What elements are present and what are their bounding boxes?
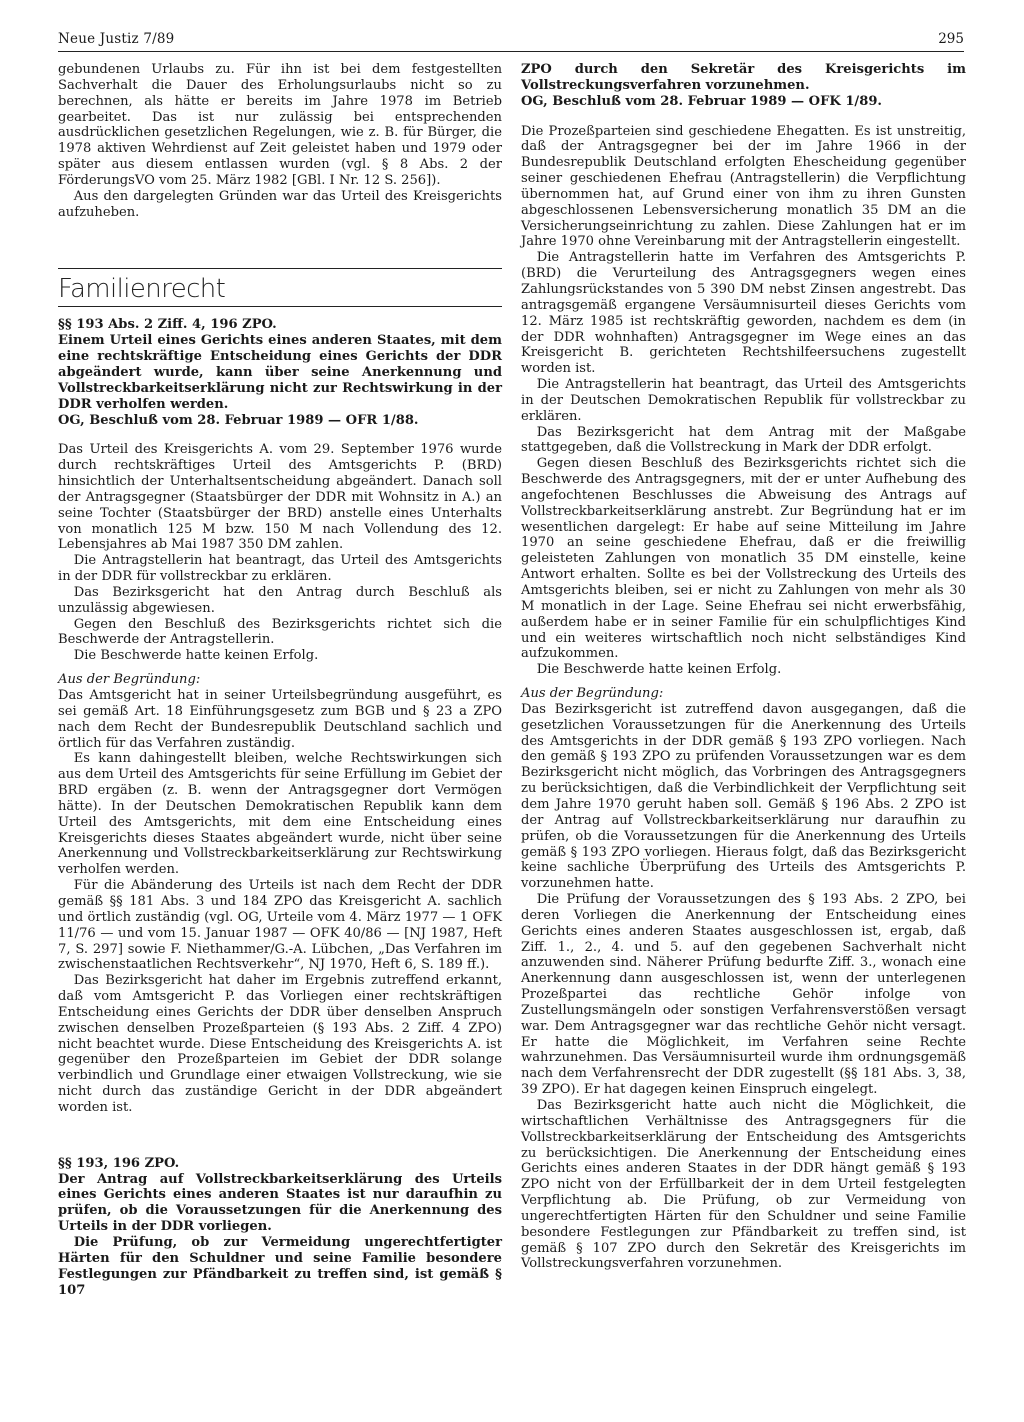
case-headnote: ZPO durch den Sekretär des Kreisgerichts im Vollstreckungsverfahren vorzunehmen.: [521, 62, 966, 93]
page-header: [58, 31, 964, 53]
case-citation: OG, Beschluß vom 28. Februar 1989 — OFK 1/89.: [521, 93, 882, 109]
page-number: 295: [938, 31, 964, 47]
paragraph: Die Prozeßparteien sind geschiedene Ehegatten. Es ist unstreitig, daß der Antragsgegner bei der im Jahre 1966 in der Bundesrepublik Deutschland erfolgten Ehescheidung gegenüber seiner geschiedenen Ehefrau (Antragstellerin) die Verpflichtung übernommen hat, auf Grund einer von ihm zu ihren Gunsten abgeschlossenen Lebensversicherung monatlich 35 DM an die Versicherungseinrichtung zu zahlen. Diese Zahlungen hat er im Jahre 1970 ohne Vereinbarung mit der Antragstellerin eingestellt.: [521, 123, 966, 250]
paragraph: Die Antragstellerin hat beantragt, das Urteil des Amtsgerichts in der Deutschen Demokratischen Republik für vollstreckbar zu erklären.: [521, 377, 966, 424]
paragraph: Das Bezirksgericht hat daher im Ergebnis zutreffend erkannt, daß vom Amtsgericht P. das Vorliegen einer rechtskräftigen Entscheidung eines Gerichts der DDR über denselben Anspruch zwischen denselben Prozeßparteien (§ 193 Abs. 2 Ziff. 4 ZPO) nicht beachtet wurde. Diese Entscheidung des Kreisgerichts A. ist gegenüber den Prozeßparteien im Gebiet der DDR solange verbindlich und Grundlage einer etwaigen Vollstreckung, wie sie nicht durch das zuständige Gericht in der DDR abgeändert worden ist.: [58, 973, 502, 1115]
left-column: [58, 62, 502, 1298]
paragraph: Das Bezirksgericht hat den Antrag durch Beschluß als unzulässig abgewiesen.: [58, 584, 502, 616]
case-headnote: Einem Urteil eines Gerichts eines anderen Staates, mit dem eine rechtskräftige Entscheidung eines Gerichts der DDR abgeändert wurde, kann über seine Anerkennung und Vollstreckbarkeitserklärung nicht zur Rechtswirkung in der DDR verholfen werden.: [58, 333, 502, 412]
paragraph: Das Amtsgericht hat in seiner Urteilsbegründung ausgeführt, es sei gemäß Art. 18 Einführungsgesetz zum BGB und § 23 a ZPO nach dem Recht der Bundesrepublik Deutschland sachlich und örtlich für das Verfahren zuständig.: [58, 688, 502, 751]
paragraph: Die Antragstellerin hat beantragt, das Urteil des Amtsgerichts in der DDR für vollstreckbar zu erklären.: [58, 553, 502, 585]
section-rule: [58, 306, 502, 307]
paragraph: Das Urteil des Kreisgerichts A. vom 29. September 1976 wurde durch rechtskräftiges Urteil des Amtsgerichts P. (BRD) hinsichtlich der Unterhaltsentscheidung abgeändert. Danach soll der Antragsgegner (Staatsbürger der DDR mit Wohnsitz in A.) an seine Tochter (Staatsbürger der BRD) anstelle eines Unterhalts von monatlich 125 M bzw. 150 M nach Vollendung des 12. Lebensjahres ab Mai 1987 350 DM zahlen.: [58, 442, 502, 553]
section-familienrecht: [58, 268, 502, 307]
case-citation: OG, Beschluß vom 28. Februar 1989 — OFR 1/88.: [58, 412, 419, 428]
paragraph: gebundenen Urlaubs zu. Für ihn ist bei dem festgestellten Sachverhalt die Dauer des Erholungsurlaubs nicht so zu berechnen, als hätte er bereits im Jahre 1978 im Betrieb gearbeitet. Das ist nur zulässig bei entsprechenden ausdrücklichen gesetzlichen Regelungen, wie z. B. für Bürger, die 1978 aktiven Wehrdienst auf Zeit geleistet haben und 1979 oder später aus diesem entlassen wurden (vgl. § 8 Abs. 2 der FörderungsVO vom 25. März 1982 [GBl. I Nr. 12 S. 256]).: [58, 62, 502, 188]
paragraph: Gegen den Beschluß des Bezirksgerichts richtet sich die Beschwerde der Antragstellerin.: [58, 616, 502, 648]
paragraph: Die Beschwerde hatte keinen Erfolg.: [536, 662, 782, 678]
paragraph: Aus den dargelegten Gründen war das Urteil des Kreisgerichts aufzuheben.: [58, 188, 502, 220]
case-norm: §§ 193 Abs. 2 Ziff. 4, 196 ZPO.: [58, 317, 277, 333]
right-column: [521, 62, 966, 1272]
reasons-heading: Aus der Begründung:: [521, 686, 664, 702]
case-headnote: Der Antrag auf Vollstreckbarkeitserklärung des Urteils eines Gerichts eines anderen Staates ist nur daraufhin zu prüfen, ob die Voraussetzungen für die Anerkennung des Urteils in der DDR vorliegen.: [58, 1171, 502, 1235]
paragraph: Für die Abänderung des Urteils ist nach dem Recht der DDR gemäß §§ 181 Abs. 3 und 184 ZPO das Kreisgericht A. sachlich und örtlich zuständig (vgl. OG, Urteile vom 4. März 1977 — 1 OFK 11/76 — und vom 15. Januar 1987 — OFK 40/86 — [NJ 1987, Heft 7, S. 297] sowie F. Niethammer/G.-A. Lübchen, „Das Verfahren im zwischenstaatlichen Rechtsverkehr“, NJ 1970, Heft 6, S. 189 ff.).: [58, 878, 502, 973]
section-title: Familienrecht: [58, 274, 226, 305]
reasons-heading: Aus der Begründung:: [58, 672, 201, 688]
case-norm: §§ 193, 196 ZPO.: [58, 1155, 180, 1171]
paragraph: Gegen diesen Beschluß des Bezirksgerichts richtet sich die Beschwerde des Antragsgegners, mit der er unter Aufhebung des angefochtenen Beschlusses die Abweisung des Antrags auf Vollstreckbarkeitserklärung anstrebt. Zur Begründung hat er im wesentlichen dargelegt: Er habe auf seine Mitteilung im Jahre 1970 an seine geschiedene Ehefrau, daß er die freiwillig geleisteten Zahlungen von monatlich 35 DM einstelle, keine Antwort erhalten. Sollte es bei der Vollstreckung des Urteils des Amtsgerichts bleiben, sei er nicht zu Zahlungen von mehr als 30 M monatlich in der Lage. Seine Ehefrau sei nicht erwerbsfähig, außerdem habe er in seiner Familie für ein schulpflichtiges Kind und ein weiteres wirtschaftlich noch nicht selbständiges Kind aufzukommen.: [521, 456, 966, 662]
paragraph: Die Beschwerde hatte keinen Erfolg.: [73, 648, 319, 664]
paragraph: Die Prüfung der Voraussetzungen des § 193 Abs. 2 ZPO, bei deren Vorliegen die Anerkennung der Entscheidung eines Gerichts eines anderen Staates ausgeschlossen ist, ergab, daß Ziff. 1., 2., 4. und 5. auf den gegebenen Sachverhalt nicht anzuwenden sind. Näherer Prüfung bedurfte Ziff. 3., wonach eine Anerkennung dann ausgeschlossen ist, wenn der unterlegenen Prozeßpartei das rechtliche Gehör infolge von Zustellungsmängeln oder sonstigen Verfahrensverstößen versagt war. Dem Antragsgegner war das rechtliche Gehör nicht versagt. Er hatte die Möglichkeit, im Verfahren seine Rechte wahrzunehmen. Das Versäumnisurteil wurde ihm ordnungsgemäß nach dem Verfahrensrecht der DDR zugestellt (§§ 181 Abs. 3, 38, 39 ZPO). Er hat dagegen keinen Einspruch eingelegt.: [521, 892, 966, 1098]
case-headnote: Die Prüfung, ob zur Vermeidung ungerechtfertigter Härten für den Schuldner und seine Familie besondere Festlegungen zur Pfändbarkeit zu treffen sind, ist gemäß § 107: [58, 1235, 502, 1298]
paragraph: Das Bezirksgericht hatte auch nicht die Möglichkeit, die wirtschaftlichen Verhältnisse des Antragsgegners für die Vollstreckbarkeitserklärung der Entscheidung des Amtsgerichts zu berücksichtigen. Die Anerkennung der Entscheidung eines Gerichts eines anderen Staates in der DDR hängt gemäß § 193 ZPO nicht von der Erfüllbarkeit der in dem Urteil festgelegten Verpflichtung ab. Die Prüfung, ob zur Vermeidung von ungerechtfertigten Härten für den Schuldner und seine Familie besondere Festlegungen zur Pfändbarkeit zu treffen sind, ist gemäß § 107 ZPO durch den Sekretär des Kreisgerichts im Vollstreckungsverfahren vorzunehmen.: [521, 1098, 966, 1272]
paragraph: Die Antragstellerin hatte im Verfahren des Amtsgerichts P. (BRD) die Verurteilung des Antragsgegners wegen eines Zahlungsrückstandes von 5 390 DM nebst Zinsen angestrebt. Das antragsgemäß ergangene Versäumnisurteil dieses Gerichts vom 12. März 1985 ist rechtskräftig geworden, nachdem es dem (in der DDR wohnhaften) Antragsgegner im Wege eines an das Kreisgericht B. gerichteten Rechtshilfeersuchens zugestellt worden ist.: [521, 250, 966, 377]
paragraph: Das Bezirksgericht ist zutreffend davon ausgegangen, daß die gesetzlichen Voraussetzungen für die Anerkennung des Urteils des Amtsgerichts in der DDR gemäß § 193 ZPO vorliegen. Nach den gemäß § 193 ZPO zu prüfenden Voraussetzungen war es dem Bezirksgericht nicht möglich, das Vorbringen des Antragsgegners zu berücksichtigen, daß die Verbindlichkeit der Verpflichtung seit dem Jahre 1970 geruht haben soll. Gemäß § 196 Abs. 2 ZPO ist der Antrag auf Vollstreckbarkeitserklärung nur daraufhin zu prüfen, ob die Voraussetzungen für die Anerkennung des Urteils gemäß § 193 ZPO vorliegen. Hieraus folgt, daß das Bezirksgericht keine sachliche Überprüfung des Urteils des Amtsgerichts P. vorzunehmen hatte.: [521, 701, 966, 892]
paragraph: Das Bezirksgericht hat dem Antrag mit der Maßgabe stattgegeben, daß die Vollstreckung in Mark der DDR erfolgt.: [521, 424, 966, 456]
journal-title: Neue Justiz 7/89: [58, 31, 175, 47]
header-rule: [58, 51, 964, 52]
paragraph: Es kann dahingestellt bleiben, welche Rechtswirkungen sich aus dem Urteil des Amtsgerichts für seine Erfüllung im Gebiet der BRD ergäben (z. B. wenn der Antragsgegner dort Vermögen hätte). In der Deutschen Demokratischen Republik kann dem Urteil des Amtsgerichts, mit dem eine Entscheidung eines Kreisgerichts dieses Staates abgeändert wurde, nicht über seine Anerkennung und Vollstreckbarkeitserklärung zur Rechtswirkung verholfen werden.: [58, 751, 502, 878]
